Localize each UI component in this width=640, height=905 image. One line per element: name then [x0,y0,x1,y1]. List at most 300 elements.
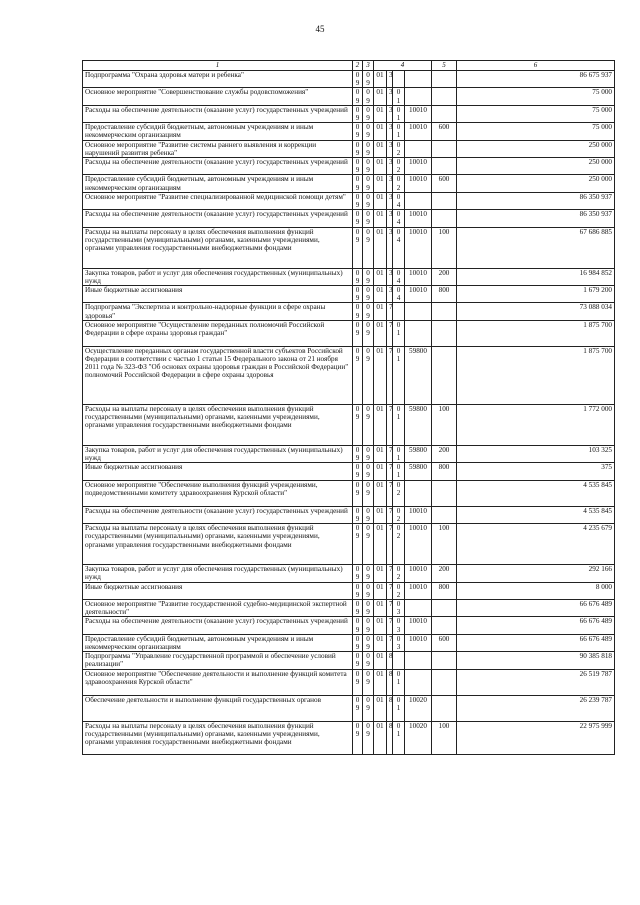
expense-type [432,617,457,634]
table-row [83,669,615,695]
table-row [83,71,615,88]
code-part: 01 [374,140,387,157]
code-part: 09 [353,210,363,227]
code-part: 7 [387,582,393,599]
row-name: Основное мероприятие "Развитие специализированной медицинской помощи детям" [83,192,353,209]
amount: 4 535 845 [457,480,615,506]
code-part: 01 [374,175,387,192]
code-part: 3 [387,105,393,122]
table-row [83,123,615,140]
code-part: 09 [363,669,374,695]
code-part: 09 [363,695,374,721]
code-part: 01 [374,506,387,523]
row-name: Расходы на выплаты персоналу в целях обеспечения выполнения функций государственными (муниципальными) органами, казенными учреждениями, органами управления государственными внебюджетными фондами [83,524,353,565]
code-part: 3 [387,268,393,285]
row-name: Расходы на обеспечение деятельности (оказание услуг) государственных учреждений [83,617,353,634]
code-part: 09 [353,404,363,445]
target-article [405,140,432,157]
target-article: 59800 [405,445,432,462]
expense-type: 600 [432,123,457,140]
code-part: 01 [374,599,387,616]
code-part: 09 [363,346,374,404]
row-name: Иные бюджетные ассигнования [83,582,353,599]
code-part: 3 [387,140,393,157]
table-row [83,346,615,404]
code-part: 03 [393,617,405,634]
code-part: 01 [374,404,387,445]
code-part: 09 [363,565,374,582]
code-part: 01 [374,227,387,268]
expense-type: 800 [432,582,457,599]
target-article: 10010 [405,286,432,303]
expense-type [432,140,457,157]
table-row [83,652,615,669]
target-article [405,652,432,669]
header-cell: 1 [83,61,353,71]
code-part: 09 [363,158,374,175]
row-name: Расходы на обеспечение деятельности (оказание услуг) государственных учреждений [83,105,353,122]
code-part: 01 [374,524,387,565]
table-body [83,71,615,755]
expense-type [432,320,457,346]
code-part: 09 [353,565,363,582]
table-row [83,88,615,105]
row-name: Расходы на обеспечение деятельности (оказание услуг) государственных учреждений [83,506,353,523]
target-article: 10010 [405,158,432,175]
expense-type: 100 [432,524,457,565]
code-part: 09 [363,721,374,754]
code-part: 01 [374,480,387,506]
expense-type [432,695,457,721]
code-part: 01 [393,88,405,105]
code-part: 01 [374,582,387,599]
code-part: 01 [393,695,405,721]
amount: 250 000 [457,175,615,192]
header-cell: 6 [457,61,615,71]
target-article [405,599,432,616]
target-article: 59800 [405,463,432,480]
table-row [83,303,615,320]
row-name: Основное мероприятие "Развитие государственной судебно-медицинской экспертной деятельности" [83,599,353,616]
amount: 1 875 700 [457,320,615,346]
code-part: 09 [363,652,374,669]
code-part: 3 [387,192,393,209]
code-part: 8 [387,652,393,669]
code-part: 09 [363,286,374,303]
target-article: 10010 [405,506,432,523]
code-part: 3 [387,71,393,88]
code-part: 09 [363,175,374,192]
code-part: 8 [387,721,393,754]
amount: 4 535 845 [457,506,615,523]
code-part [393,303,405,320]
code-part: 7 [387,445,393,462]
table-row [83,192,615,209]
code-part: 04 [393,286,405,303]
amount: 22 975 999 [457,721,615,754]
table-row [83,175,615,192]
amount: 16 984 852 [457,268,615,285]
row-name: Основное мероприятие "Обеспечение деятельности и выполнение функций комитета здравоохранения Курской области" [83,669,353,695]
expense-type [432,158,457,175]
expense-type: 100 [432,404,457,445]
row-name: Расходы на выплаты персоналу в целях обеспечения выполнения функций государственными (муниципальными) органами, казенными учреждениями, органами управления государственными внебюджетными фондами [83,721,353,754]
row-name: Расходы на обеспечение деятельности (оказание услуг) государственных учреждений [83,210,353,227]
target-article [405,88,432,105]
amount: 1 875 700 [457,346,615,404]
code-part: 09 [363,192,374,209]
code-part: 09 [353,303,363,320]
code-part [393,652,405,669]
row-name: Предоставление субсидий бюджетным, автономным учреждениям и иным некоммерческим организациям [83,123,353,140]
code-part: 3 [387,88,393,105]
table-row [83,210,615,227]
code-part: 7 [387,346,393,404]
row-name: Основное мероприятие "Развитие системы раннего выявления и коррекции нарушений развития ребенка" [83,140,353,157]
row-name: Подпрограмма "Экспертиза и контрольно-надзорные функции в сфере охраны здоровья" [83,303,353,320]
expense-type [432,303,457,320]
code-part: 01 [393,721,405,754]
code-part: 09 [363,617,374,634]
amount: 292 166 [457,565,615,582]
table-row [83,463,615,480]
row-name: Обеспечение деятельности и выполнение функций государственных органов [83,695,353,721]
code-part: 3 [387,286,393,303]
budget-table [82,60,615,755]
table-header-row [83,61,615,71]
expense-type [432,88,457,105]
code-part: 02 [393,524,405,565]
row-name: Иные бюджетные ассигнования [83,286,353,303]
code-part: 09 [363,320,374,346]
code-part: 09 [353,445,363,462]
code-part: 09 [363,140,374,157]
code-part: 01 [374,88,387,105]
code-part: 09 [363,463,374,480]
target-article: 10010 [405,634,432,651]
code-part: 02 [393,158,405,175]
code-part: 09 [353,652,363,669]
table-row [83,140,615,157]
code-part: 01 [374,158,387,175]
amount: 250 000 [457,140,615,157]
code-part: 01 [393,346,405,404]
code-part: 3 [387,227,393,268]
code-part: 04 [393,227,405,268]
amount: 73 088 034 [457,303,615,320]
target-article: 10010 [405,210,432,227]
code-part: 01 [393,320,405,346]
code-part: 3 [387,123,393,140]
code-part: 09 [363,268,374,285]
code-part: 09 [363,88,374,105]
expense-type [432,652,457,669]
code-part: 09 [353,71,363,88]
amount: 75 000 [457,123,615,140]
target-article: 10010 [405,227,432,268]
code-part: 7 [387,617,393,634]
code-part: 09 [363,105,374,122]
target-article: 10010 [405,105,432,122]
code-part: 09 [353,617,363,634]
amount: 86 350 937 [457,210,615,227]
code-part: 09 [363,210,374,227]
code-part: 02 [393,480,405,506]
expense-type: 100 [432,721,457,754]
code-part: 09 [353,346,363,404]
expense-type [432,346,457,404]
code-part: 01 [374,695,387,721]
code-part: 09 [353,463,363,480]
table-row [83,582,615,599]
code-part: 7 [387,404,393,445]
code-part: 01 [374,445,387,462]
header-cell: 3 [363,61,374,71]
page-number: 45 [315,24,325,34]
code-part: 03 [393,599,405,616]
code-part: 09 [353,320,363,346]
amount: 86 675 937 [457,71,615,88]
table-row [83,286,615,303]
code-part: 09 [353,158,363,175]
code-part: 09 [363,404,374,445]
table-row [83,158,615,175]
code-part: 09 [353,175,363,192]
code-part: 09 [353,140,363,157]
code-part: 09 [363,123,374,140]
target-article: 10010 [405,617,432,634]
expense-type: 200 [432,268,457,285]
code-part: 01 [374,286,387,303]
target-article [405,320,432,346]
code-part: 01 [374,634,387,651]
table-row [83,617,615,634]
code-part: 09 [353,506,363,523]
row-name: Основное мероприятие "Обеспечение выполнения функций учреждениями, подведомственными комитету здравоохранения Курской области" [83,480,353,506]
amount: 75 000 [457,105,615,122]
code-part: 01 [393,105,405,122]
header-cell: 5 [432,61,457,71]
table-row [83,404,615,445]
expense-type: 100 [432,227,457,268]
code-part: 09 [353,634,363,651]
code-part: 09 [353,721,363,754]
header-cell: 2 [353,61,363,71]
amount: 250 000 [457,158,615,175]
expense-type: 800 [432,463,457,480]
code-part: 09 [353,695,363,721]
table-row [83,599,615,616]
amount: 4 235 679 [457,524,615,565]
amount: 66 676 489 [457,599,615,616]
expense-type: 200 [432,445,457,462]
expense-type [432,480,457,506]
amount: 26 239 787 [457,695,615,721]
target-article: 10020 [405,721,432,754]
table-row [83,320,615,346]
code-part: 09 [363,599,374,616]
code-part: 7 [387,599,393,616]
row-name: Предоставление субсидий бюджетным, автономным учреждениям и иным некоммерческим организациям [83,634,353,651]
code-part: 7 [387,506,393,523]
row-name: Основное мероприятие "Осуществление переданных полномочий Российской Федерации в сфере охраны здоровья граждан" [83,320,353,346]
code-part: 09 [353,599,363,616]
expense-type: 600 [432,634,457,651]
table-row [83,721,615,754]
row-name: Закупка товаров, работ и услуг для обеспечения государственных (муниципальных) нужд [83,268,353,285]
code-part: 09 [363,227,374,268]
code-part: 09 [363,480,374,506]
code-part: 09 [363,582,374,599]
code-part: 09 [353,268,363,285]
code-part: 09 [353,582,363,599]
code-part: 01 [374,617,387,634]
code-part: 3 [387,175,393,192]
code-part: 01 [374,346,387,404]
code-part: 02 [393,565,405,582]
code-part: 01 [374,123,387,140]
code-part: 8 [387,669,393,695]
amount: 8 000 [457,582,615,599]
code-part: 01 [374,192,387,209]
amount: 90 385 818 [457,652,615,669]
target-article: 10020 [405,695,432,721]
code-part: 09 [363,71,374,88]
amount: 26 519 787 [457,669,615,695]
code-part: 02 [393,506,405,523]
code-part: 01 [374,105,387,122]
code-part: 01 [393,445,405,462]
amount: 86 350 937 [457,192,615,209]
table-row [83,565,615,582]
target-article [405,669,432,695]
code-part: 09 [353,480,363,506]
code-part: 02 [393,140,405,157]
expense-type [432,210,457,227]
expense-type [432,599,457,616]
code-part: 04 [393,210,405,227]
code-part: 7 [387,320,393,346]
code-part: 01 [374,463,387,480]
row-name: Основное мероприятие "Совершенствование службы родовспоможения" [83,88,353,105]
code-part: 01 [393,669,405,695]
target-article: 10010 [405,123,432,140]
amount: 67 686 885 [457,227,615,268]
code-part: 01 [393,404,405,445]
row-name: Закупка товаров, работ и услуг для обеспечения государственных (муниципальных) нужд [83,445,353,462]
code-part: 09 [363,445,374,462]
expense-type [432,192,457,209]
row-name: Осуществление переданных органам государственной власти субъектов Российской Федерации в соответствии с частью 1 статьи 15 Федерального закона от 21 ноября 2011 года № 323-ФЗ "Об основах охраны здоровья граждан в Российской Федерации" полномочий Российской Федерации в сфере охраны здоровья [83,346,353,404]
code-part [393,71,405,88]
row-name: Расходы на выплаты персоналу в целях обеспечения выполнения функций государственными (муниципальными) органами, казенными учреждениями, органами управления государственными внебюджетными фондами [83,227,353,268]
code-part: 03 [393,634,405,651]
table-row [83,634,615,651]
code-part: 02 [393,175,405,192]
header-cell: 4 [374,61,432,71]
amount: 75 000 [457,88,615,105]
target-article [405,71,432,88]
amount: 66 676 489 [457,617,615,634]
code-part: 3 [387,158,393,175]
code-part: 7 [387,565,393,582]
table-row [83,227,615,268]
code-part: 01 [374,652,387,669]
table-row [83,506,615,523]
expense-type: 200 [432,565,457,582]
code-part: 7 [387,480,393,506]
code-part: 01 [374,565,387,582]
row-name: Иные бюджетные ассигнования [83,463,353,480]
target-article [405,192,432,209]
code-part: 3 [387,210,393,227]
code-part: 01 [374,71,387,88]
target-article: 10010 [405,524,432,565]
code-part: 09 [363,303,374,320]
code-part: 09 [353,192,363,209]
target-article: 59800 [405,404,432,445]
amount: 375 [457,463,615,480]
code-part: 7 [387,524,393,565]
code-part: 8 [387,695,393,721]
code-part: 09 [353,88,363,105]
target-article: 10010 [405,268,432,285]
expense-type [432,506,457,523]
row-name: Расходы на выплаты персоналу в целях обеспечения выполнения функций государственными (муниципальными) органами, казенными учреждениями, органами управления государственными внебюджетными фондами [83,404,353,445]
code-part: 01 [393,463,405,480]
table-row [83,695,615,721]
code-part: 7 [387,463,393,480]
target-article [405,303,432,320]
code-part: 01 [374,721,387,754]
code-part: 09 [363,634,374,651]
row-name: Закупка товаров, работ и услуг для обеспечения государственных (муниципальных) нужд [83,565,353,582]
expense-type [432,105,457,122]
code-part: 01 [393,123,405,140]
amount: 1 679 200 [457,286,615,303]
target-article: 10010 [405,565,432,582]
amount: 1 772 000 [457,404,615,445]
row-name: Подпрограмма "Охрана здоровья матери и ребенка" [83,71,353,88]
row-name: Подпрограмма "Управление государственной программой и обеспечение условий реализации" [83,652,353,669]
table-row [83,445,615,462]
code-part: 01 [374,210,387,227]
code-part: 7 [387,303,393,320]
table-row [83,105,615,122]
table-row [83,480,615,506]
code-part: 01 [374,320,387,346]
amount: 103 325 [457,445,615,462]
table-row [83,524,615,565]
code-part: 01 [374,303,387,320]
target-article: 10010 [405,582,432,599]
code-part: 01 [374,268,387,285]
code-part: 09 [353,524,363,565]
code-part: 09 [353,123,363,140]
code-part: 02 [393,582,405,599]
target-article [405,480,432,506]
expense-type: 600 [432,175,457,192]
code-part: 7 [387,634,393,651]
expense-type [432,71,457,88]
expense-type [432,669,457,695]
code-part: 09 [353,669,363,695]
code-part: 01 [374,669,387,695]
row-name: Предоставление субсидий бюджетным, автономным учреждениям и иным некоммерческим организациям [83,175,353,192]
code-part: 04 [393,268,405,285]
target-article: 59800 [405,346,432,404]
code-part: 09 [353,227,363,268]
